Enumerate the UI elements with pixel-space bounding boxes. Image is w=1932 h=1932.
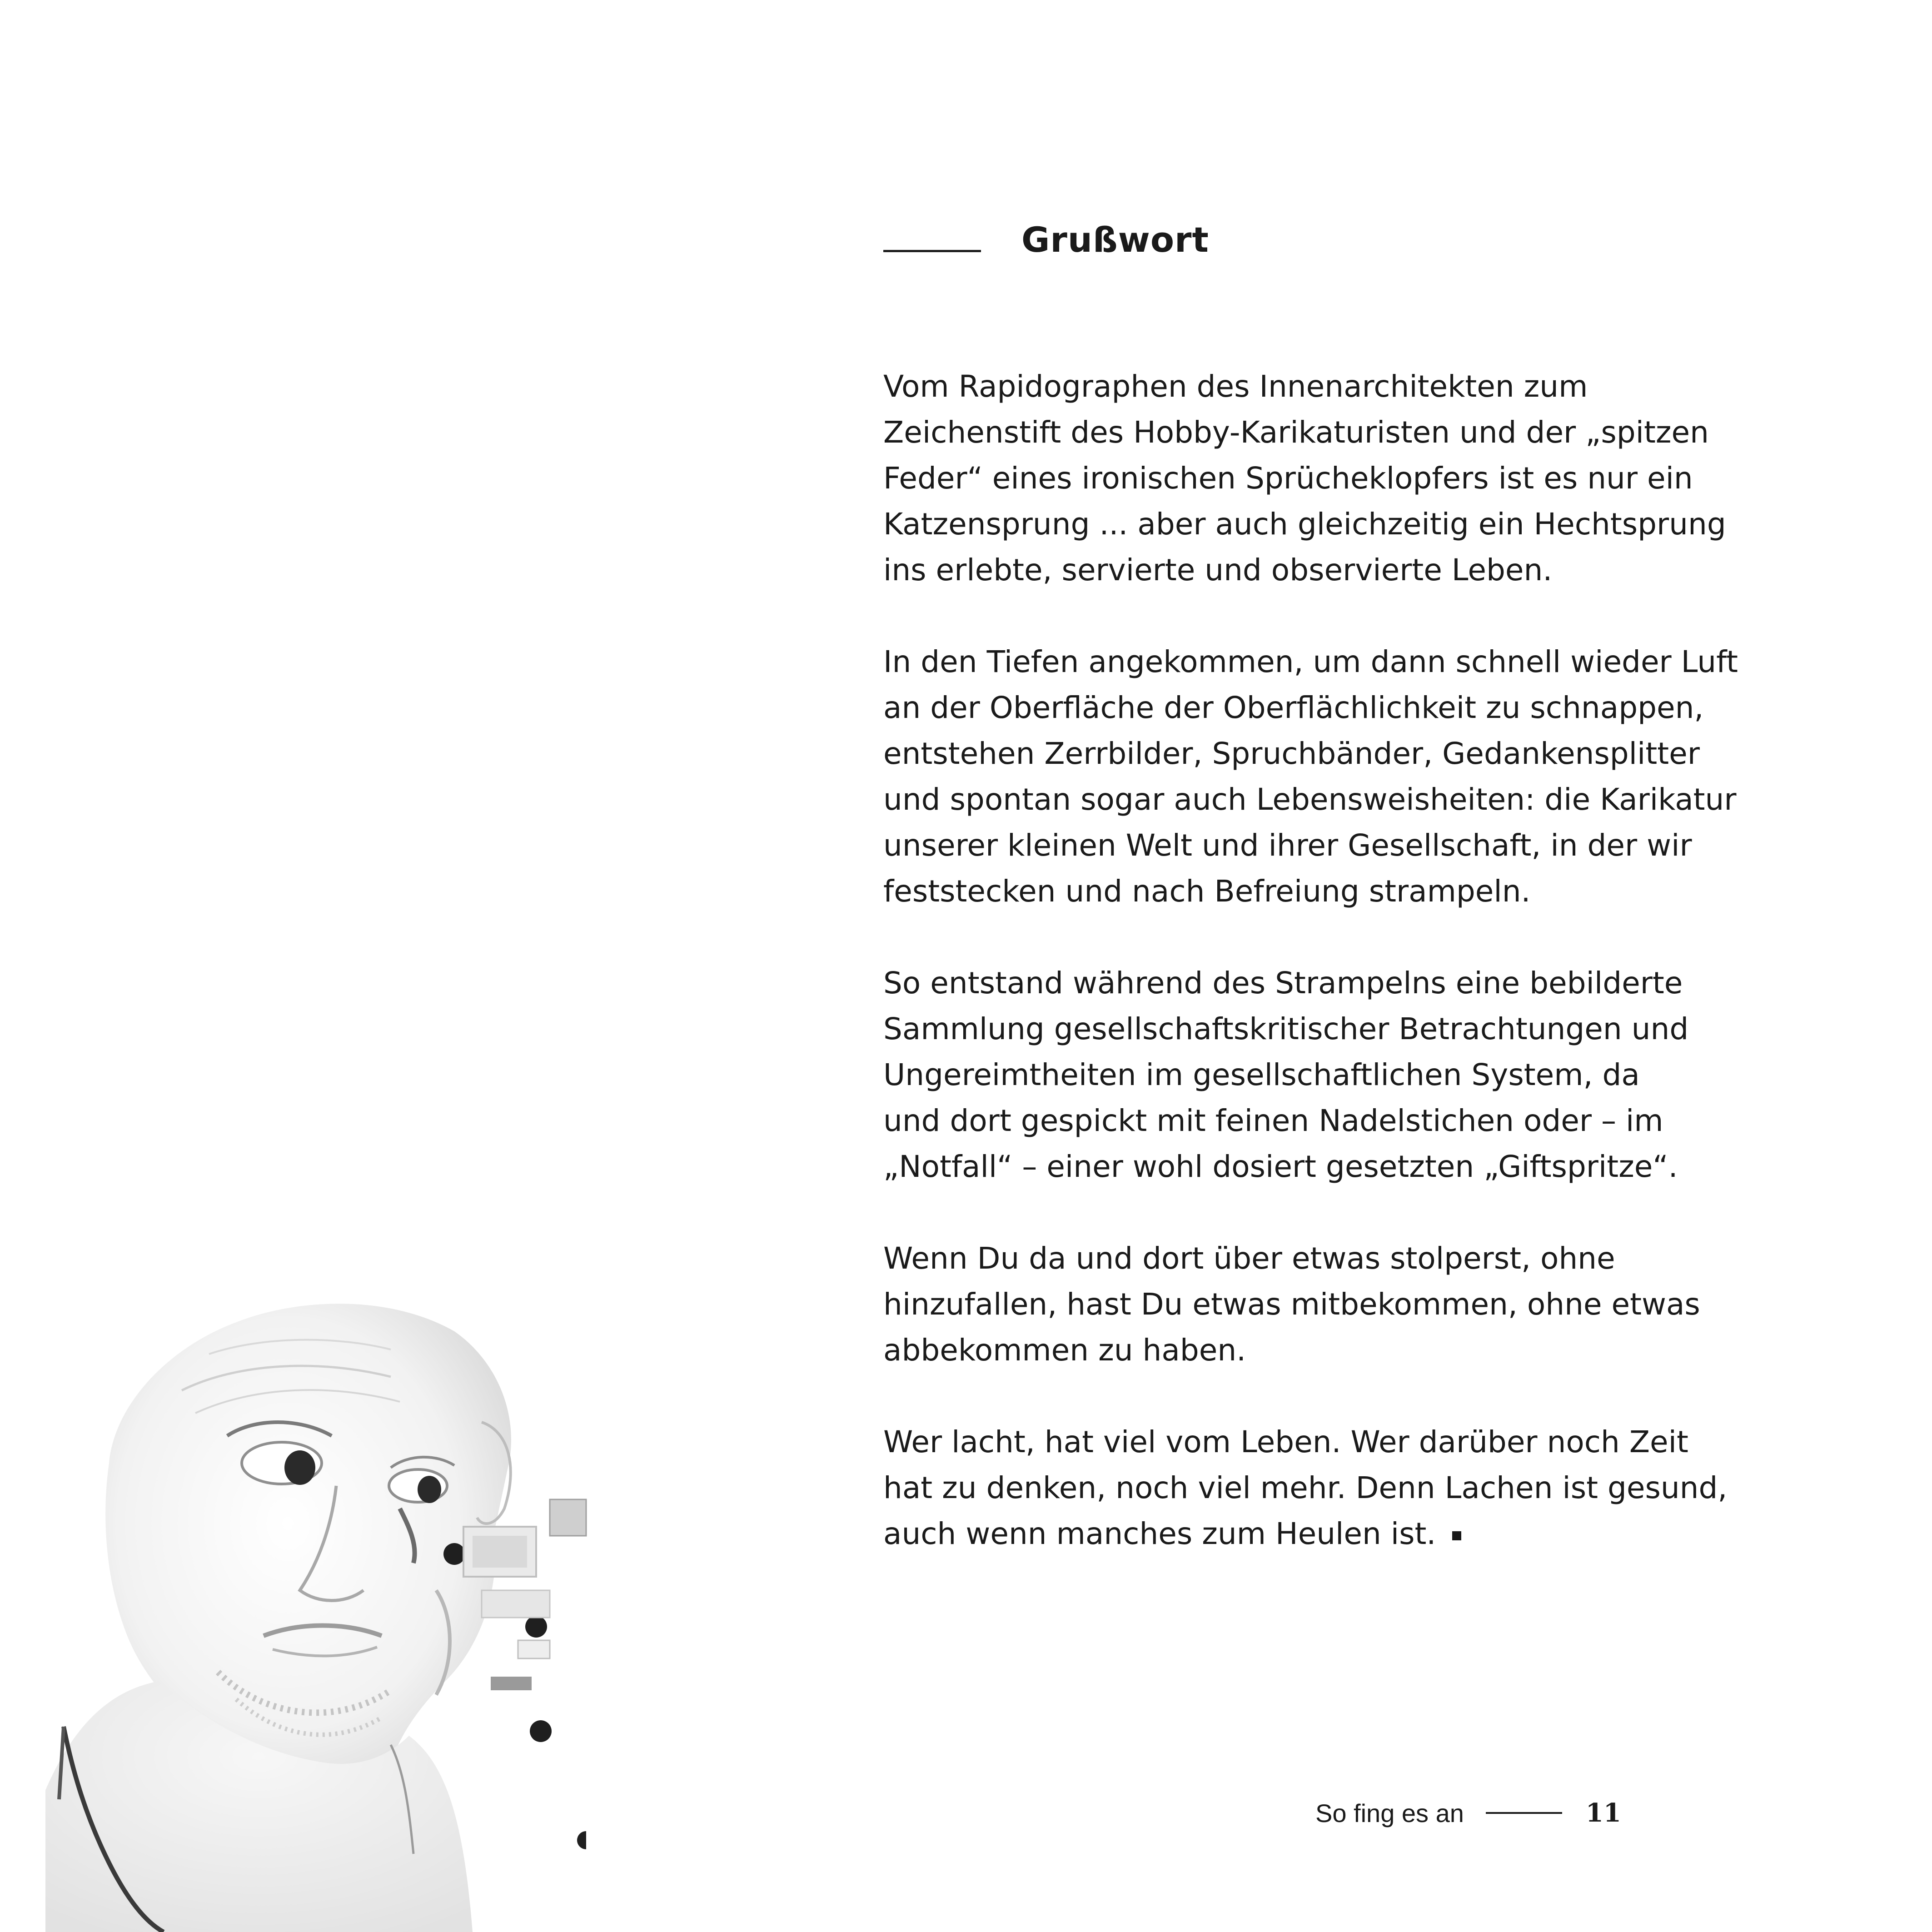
footer-rule [1486,1812,1562,1814]
text-line: unserer kleinen Welt und ihrer Gesellschaft, in der wir [883,828,1692,863]
text-line: hat zu denken, noch viel mehr. Denn Lachen ist gesund, [883,1470,1728,1505]
text-line: Sammlung gesellschaftskritischer Betrachtungen und [883,1011,1689,1046]
text-line [883,1511,1837,1557]
text-line: Wer lacht, hat viel vom Leben. Wer darüber noch Zeit [883,1424,1688,1459]
section-title: So fing es an [1315,1798,1464,1827]
page-number: 11 [1585,1798,1621,1828]
paragraph-1 [883,363,1837,593]
text-line: feststecken und nach Befreiung strampeln. [883,874,1531,909]
text-line: und dort gespickt mit feinen Nadelstichen oder – im [883,1103,1663,1138]
paragraph-5 [883,1419,1837,1557]
text-line: Feder“ eines ironischen Sprücheklopfers ist es nur ein [883,461,1693,496]
heading-rule [883,250,981,252]
paragraph-3 [883,960,1837,1190]
text-line: und spontan sogar auch Lebensweisheiten: die Karikatur [883,782,1737,817]
end-of-article-square-icon [1452,1531,1461,1540]
text-line: Zeichenstift des Hobby-Karikaturisten und der „spitzen [883,415,1709,450]
page-footer [1315,1797,1621,1829]
text-line: ins erlebte, servierte und observierte Leben. [883,553,1553,588]
paragraph-4 [883,1235,1837,1373]
page-title: Grußwort [1021,219,1209,260]
author-portrait-photo [45,1272,618,1932]
text-line: hinzufallen, hast Du etwas mitbekommen, ohne etwas [883,1287,1700,1322]
text-line: abbekommen zu haben. [883,1333,1246,1368]
paragraph-2 [883,639,1837,914]
text-line: So entstand während des Strampelns eine bebilderte [883,966,1683,1001]
text-line: „Notfall“ – einer wohl dosiert gesetzten „Giftspritze“. [883,1149,1678,1184]
text-line: Katzensprung ... aber auch gleichzeitig ein Hechtsprung [883,507,1726,542]
text-line: an der Oberfläche der Oberflächlichkeit zu schnappen, [883,690,1704,725]
text-line: Ungereimtheiten im gesellschaftlichen System, da [883,1057,1640,1092]
text-line: entstehen Zerrbilder, Spruchbänder, Gedankensplitter [883,736,1700,771]
text-line: Vom Rapidographen des Innenarchitekten zum [883,369,1588,404]
text-line-content: auch wenn manches zum Heulen ist. [883,1516,1436,1551]
text-line: Wenn Du da und dort über etwas stolperst, ohne [883,1241,1615,1276]
text-line: In den Tiefen angekommen, um dann schnell wieder Luft [883,644,1738,679]
body-text [883,363,1837,1603]
